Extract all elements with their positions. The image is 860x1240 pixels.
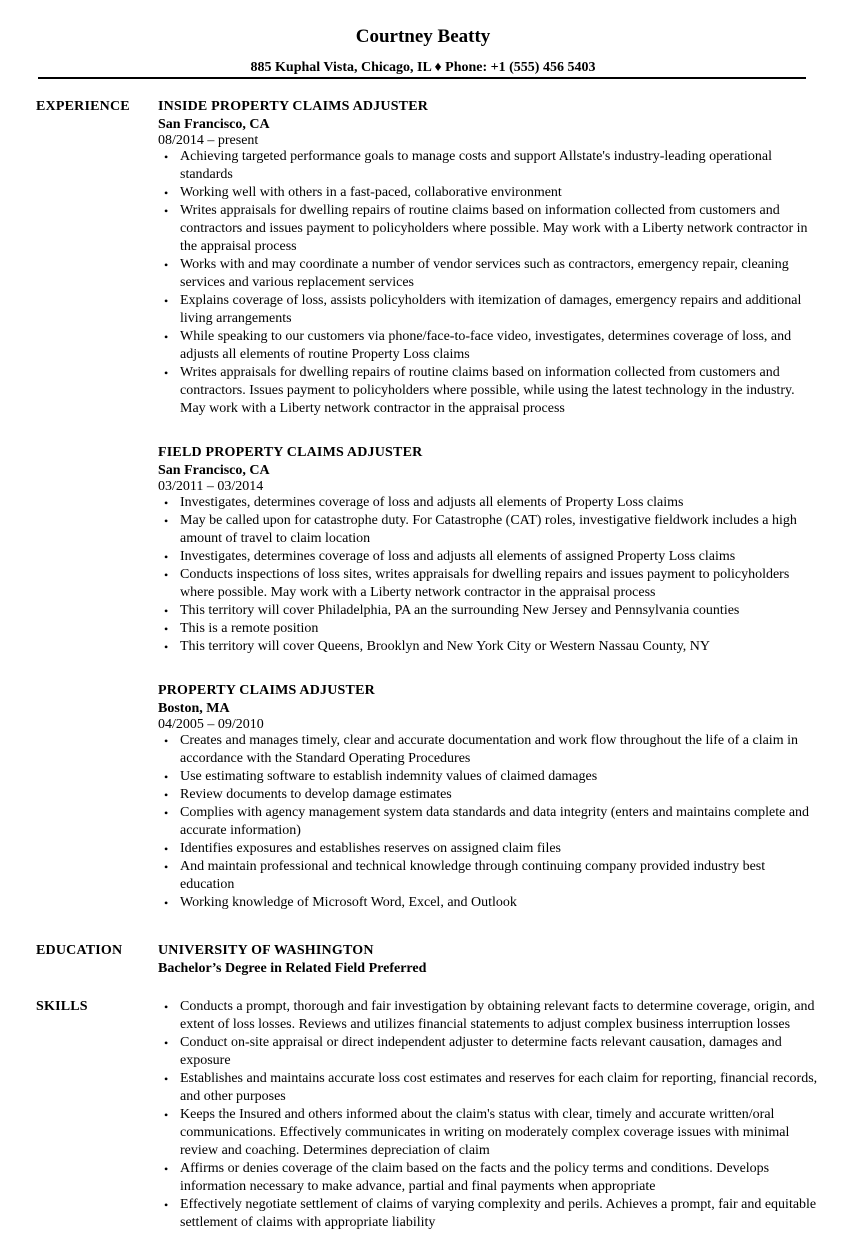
bullet-item: • This territory will cover Queens, Brooklyn and New York City or Western Nassau County, NY [158, 638, 820, 656]
skill-item: • Effectively negotiate settlement of claims of varying complexity and perils. Achieves a prompt, fair and equitable settlement of claims with appropriate liability [158, 1196, 820, 1232]
bullet-item: • Works with and may coordinate a number of vendor services such as contractors, emergency repair, cleaning services and various replacement services [158, 256, 820, 292]
skill-item: • Affirms or denies coverage of the claim based on the facts and the policy terms and conditions. Develops information necessary to make advance, partial and final payments when appropriate [158, 1160, 820, 1196]
bullet-item: • Creates and manages timely, clear and accurate documentation and work flow throughout the life of a claim in accordance with the Standard Operating Procedures [158, 732, 820, 768]
job-bullets [158, 494, 818, 656]
skills-bullets [158, 998, 818, 1232]
job-bullets [158, 732, 818, 912]
bullet-item: • Achieving targeted performance goals to manage costs and support Allstate's industry-leading operational standards [158, 148, 820, 184]
job-location: San Francisco, CA [158, 463, 270, 478]
contact-line: 885 Kuphal Vista, Chicago, IL ♦ Phone: +1 (555) 456 5403 [250, 60, 596, 75]
bullet-item: • Identifies exposures and establishes reserves on assigned claim files [158, 840, 820, 858]
job-entry [158, 98, 818, 418]
experience-heading: EXPERIENCE [36, 99, 130, 114]
bullet-item: • Investigates, determines coverage of loss and adjusts all elements of assigned Property Loss claims [158, 548, 820, 566]
bullet-item: • Complies with agency management system data standards and data integrity (enters and maintains complete and accurate information) [158, 804, 820, 840]
skills-list [158, 998, 818, 1232]
bullet-item: • And maintain professional and technical knowledge through continuing company provided industry best education [158, 858, 820, 894]
bullet-item: • Working well with others in a fast-paced, collaborative environment [158, 184, 820, 202]
education-heading: EDUCATION [36, 943, 123, 958]
bullet-item: • Review documents to develop damage estimates [158, 786, 820, 804]
bullet-item: • Writes appraisals for dwelling repairs of routine claims based on information collected from customers and contractors. Issues payment to policyholders where possible, while using the latest technology in the industry. May work with a Liberty network contractor in the appraisal process [158, 364, 820, 418]
job-dates: 04/2005 – 09/2010 [158, 717, 264, 732]
education-entry [158, 942, 818, 978]
bullet-item: • Writes appraisals for dwelling repairs of routine claims based on information collected from customers and contractors and issues payment to policyholders where possible. May work with a Liberty network contractor in the appraisal process [158, 202, 820, 256]
job-title: FIELD PROPERTY CLAIMS ADJUSTER [158, 445, 423, 460]
bullet-item: • Use estimating software to establish indemnity values of claimed damages [158, 768, 820, 786]
job-entry [158, 444, 818, 656]
school-name: UNIVERSITY OF WASHINGTON [158, 943, 374, 958]
bullet-item: • While speaking to our customers via phone/face-to-face video, investigates, determines coverage of loss, and adjusts all elements of routine Property Loss claims [158, 328, 820, 364]
bullet-item: • This territory will cover Philadelphia, PA an the surrounding New Jersey and Pennsylvania counties [158, 602, 820, 620]
skills-heading: SKILLS [36, 999, 88, 1014]
candidate-name: Courtney Beatty [355, 26, 491, 47]
job-title: INSIDE PROPERTY CLAIMS ADJUSTER [158, 99, 429, 114]
skill-item: • Conduct on-site appraisal or direct independent adjuster to determine facts relevant causation, damages and exposure [158, 1034, 820, 1070]
bullet-item: • Explains coverage of loss, assists policyholders with itemization of damages, emergency repairs and additional living arrangements [158, 292, 820, 328]
bullet-item: • May be called upon for catastrophe duty. For Catastrophe (CAT) roles, investigative fieldwork includes a high amount of travel to claim location [158, 512, 820, 548]
job-location: San Francisco, CA [158, 117, 270, 132]
job-location: Boston, MA [158, 701, 230, 716]
skill-item: • Conducts a prompt, thorough and fair investigation by obtaining relevant facts to determine coverage, origin, and extent of loss losses. Reviews and utilizes financial statements to adjust complex business interruption losses [158, 998, 820, 1034]
job-bullets [158, 148, 818, 418]
bullet-item: • Working knowledge of Microsoft Word, Excel, and Outlook [158, 894, 820, 912]
degree: Bachelor’s Degree in Related Field Preferred [158, 961, 427, 976]
job-dates: 03/2011 – 03/2014 [158, 479, 264, 494]
bullet-item: • Conducts inspections of loss sites, writes appraisals for dwelling repairs and issues payment to policyholders where possible. May work with a Liberty network contractor in the appraisal process [158, 566, 820, 602]
job-title: PROPERTY CLAIMS ADJUSTER [158, 683, 375, 698]
header-divider [38, 77, 806, 79]
skill-item: • Keeps the Insured and others informed about the claim's status with clear, timely and accurate written/oral communications. Effectively communicates in writing on moderately complex coverage issues with minimal review and coaching. Determines depreciation of claim [158, 1106, 820, 1160]
job-entry [158, 682, 818, 912]
skill-item: • Establishes and maintains accurate loss cost estimates and reserves for each claim for reporting, financial records, and other purposes [158, 1070, 820, 1106]
job-dates: 08/2014 – present [158, 133, 259, 148]
bullet-item: • Investigates, determines coverage of loss and adjusts all elements of Property Loss claims [158, 494, 820, 512]
bullet-item: • This is a remote position [158, 620, 820, 638]
